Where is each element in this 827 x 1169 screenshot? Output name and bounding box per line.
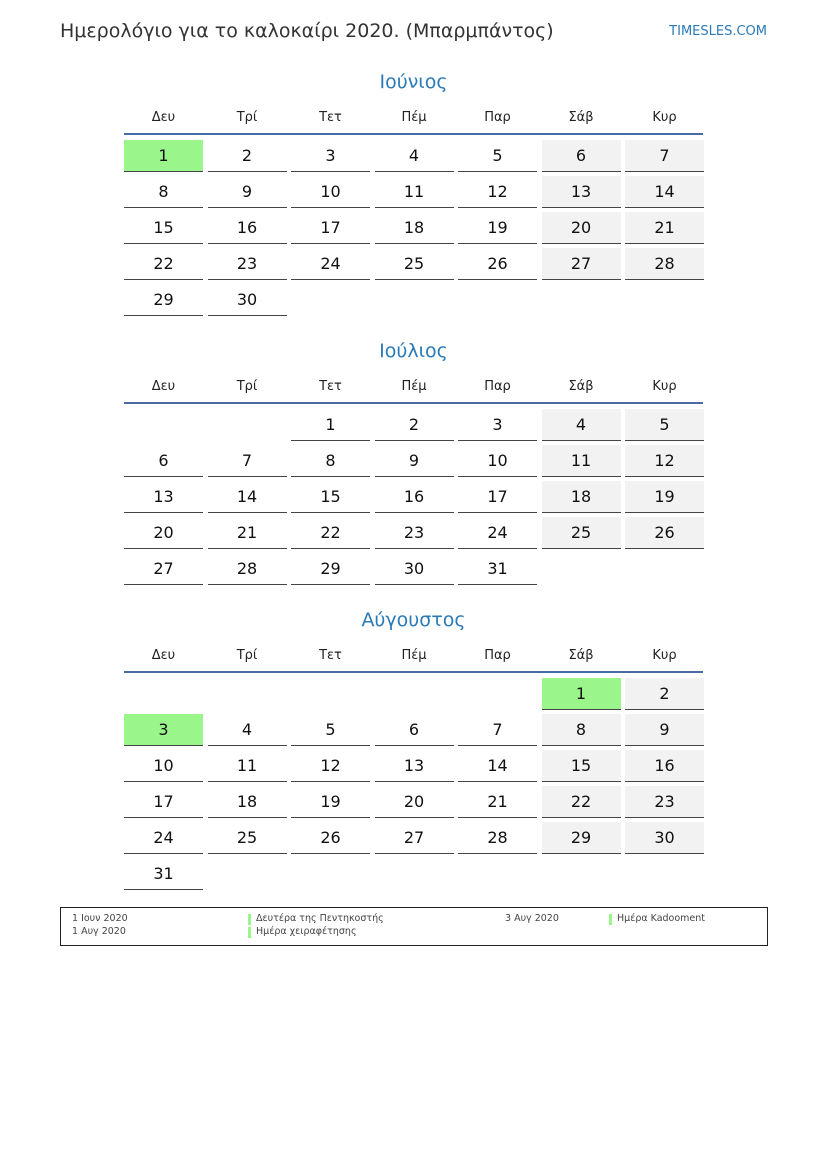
day-cell[interactable]: 2 xyxy=(375,409,454,441)
day-cell[interactable]: 29 xyxy=(542,822,621,854)
weekday-label: Σάβ xyxy=(568,648,594,663)
weekday-label: Πέμ xyxy=(401,110,427,125)
day-cell[interactable]: 13 xyxy=(124,481,203,513)
month-title: Ιούλιος xyxy=(379,340,448,362)
day-cell[interactable]: 17 xyxy=(124,786,203,818)
day-cell[interactable]: 2 xyxy=(208,140,287,172)
weekday-label: Κυρ xyxy=(652,648,677,663)
day-cell[interactable]: 14 xyxy=(625,176,704,208)
day-cell[interactable]: 26 xyxy=(458,248,537,280)
day-cell[interactable]: 18 xyxy=(542,481,621,513)
day-cell[interactable]: 22 xyxy=(542,786,621,818)
legend-date: 1 Ιουν 2020 xyxy=(72,913,128,924)
day-cell[interactable]: 25 xyxy=(542,517,621,549)
day-cell[interactable]: 8 xyxy=(542,714,621,746)
day-cell[interactable]: 23 xyxy=(208,248,287,280)
day-cell[interactable]: 5 xyxy=(625,409,704,441)
weekday-label: Τετ xyxy=(319,110,342,125)
day-cell[interactable]: 9 xyxy=(208,176,287,208)
month-block xyxy=(124,338,703,578)
day-cell[interactable]: 6 xyxy=(542,140,621,172)
day-cell[interactable]: 22 xyxy=(124,248,203,280)
weekday-label: Δευ xyxy=(151,379,176,394)
holiday-marker xyxy=(248,914,251,925)
day-cell[interactable]: 3 xyxy=(291,140,370,172)
day-cell[interactable]: 19 xyxy=(291,786,370,818)
day-cell[interactable]: 9 xyxy=(375,445,454,477)
day-cell[interactable]: 9 xyxy=(625,714,704,746)
day-cell[interactable]: 21 xyxy=(208,517,287,549)
day-cell[interactable]: 5 xyxy=(458,140,537,172)
weekday-label: Τρί xyxy=(236,379,258,394)
day-cell[interactable]: 20 xyxy=(542,212,621,244)
day-cell[interactable]: 4 xyxy=(208,714,287,746)
weekday-label: Τρί xyxy=(236,110,258,125)
month-block xyxy=(124,69,703,309)
day-cell[interactable]: 14 xyxy=(208,481,287,513)
day-cell[interactable]: 17 xyxy=(291,212,370,244)
holiday-day-cell[interactable]: 1 xyxy=(124,140,203,172)
legend-date: 1 Αυγ 2020 xyxy=(72,926,126,937)
day-cell[interactable]: 25 xyxy=(375,248,454,280)
day-cell[interactable]: 8 xyxy=(124,176,203,208)
day-cell[interactable]: 28 xyxy=(458,822,537,854)
site-link[interactable]: TIMESLES.COM xyxy=(669,24,767,39)
weekday-label: Σάβ xyxy=(568,379,594,394)
day-cell[interactable]: 30 xyxy=(208,284,287,316)
day-cell[interactable]: 7 xyxy=(458,714,537,746)
weekday-label: Τετ xyxy=(319,648,342,663)
day-cell[interactable]: 29 xyxy=(124,284,203,316)
day-cell[interactable]: 21 xyxy=(458,786,537,818)
legend-holiday-name: Ημέρα χειραφέτησης xyxy=(256,926,357,937)
month-title: Αύγουστος xyxy=(361,609,466,631)
day-cell[interactable]: 8 xyxy=(291,445,370,477)
day-cell[interactable]: 23 xyxy=(625,786,704,818)
day-cell[interactable]: 31 xyxy=(458,553,537,585)
day-cell[interactable]: 24 xyxy=(458,517,537,549)
day-cell[interactable]: 6 xyxy=(375,714,454,746)
month-title: Ιούνιος xyxy=(379,71,448,93)
page-title: Ημερολόγιο για το καλοκαίρι 2020. (Μπαρμπάντος) xyxy=(60,20,554,42)
day-cell[interactable]: 25 xyxy=(208,822,287,854)
day-cell[interactable]: 16 xyxy=(375,481,454,513)
day-cell[interactable]: 31 xyxy=(124,858,203,890)
day-cell[interactable]: 18 xyxy=(375,212,454,244)
day-cell[interactable]: 22 xyxy=(291,517,370,549)
day-cell[interactable]: 24 xyxy=(124,822,203,854)
day-cell[interactable]: 23 xyxy=(375,517,454,549)
day-cell[interactable]: 4 xyxy=(542,409,621,441)
weekday-label: Παρ xyxy=(484,379,511,394)
day-cell[interactable]: 11 xyxy=(542,445,621,477)
day-cell[interactable]: 10 xyxy=(124,750,203,782)
day-cell[interactable]: 4 xyxy=(375,140,454,172)
weekday-label: Πέμ xyxy=(401,379,427,394)
day-cell[interactable]: 12 xyxy=(291,750,370,782)
day-cell[interactable]: 20 xyxy=(124,517,203,549)
day-cell[interactable]: 11 xyxy=(375,176,454,208)
weekday-label: Κυρ xyxy=(652,110,677,125)
day-cell[interactable]: 15 xyxy=(291,481,370,513)
day-cell[interactable]: 27 xyxy=(124,553,203,585)
day-cell[interactable]: 29 xyxy=(291,553,370,585)
day-cell[interactable]: 28 xyxy=(625,248,704,280)
day-cell[interactable]: 17 xyxy=(458,481,537,513)
day-cell[interactable]: 12 xyxy=(625,445,704,477)
day-cell[interactable]: 5 xyxy=(291,714,370,746)
month-block xyxy=(124,607,703,883)
day-cell[interactable]: 26 xyxy=(625,517,704,549)
holiday-day-cell[interactable]: 1 xyxy=(542,678,621,710)
legend-date: 3 Αυγ 2020 xyxy=(505,913,559,924)
day-cell[interactable]: 19 xyxy=(625,481,704,513)
day-cell[interactable]: 26 xyxy=(291,822,370,854)
day-cell[interactable]: 30 xyxy=(625,822,704,854)
holiday-day-cell[interactable]: 3 xyxy=(124,714,203,746)
weekday-label: Σάβ xyxy=(568,110,594,125)
holiday-marker xyxy=(609,914,612,925)
day-cell[interactable]: 27 xyxy=(375,822,454,854)
day-cell[interactable]: 1 xyxy=(291,409,370,441)
day-cell[interactable]: 7 xyxy=(625,140,704,172)
day-cell[interactable]: 13 xyxy=(542,176,621,208)
weekday-label: Δευ xyxy=(151,110,176,125)
day-cell[interactable]: 15 xyxy=(124,212,203,244)
day-cell[interactable]: 11 xyxy=(208,750,287,782)
holiday-marker xyxy=(248,927,251,938)
day-cell[interactable]: 16 xyxy=(625,750,704,782)
day-cell[interactable]: 2 xyxy=(625,678,704,710)
day-cell[interactable]: 21 xyxy=(625,212,704,244)
legend-holiday-name: Ημέρα Kadooment xyxy=(617,913,706,924)
day-cell[interactable]: 27 xyxy=(542,248,621,280)
day-cell[interactable]: 10 xyxy=(458,445,537,477)
weekday-header xyxy=(124,364,703,404)
day-cell[interactable]: 3 xyxy=(458,409,537,441)
weekday-header xyxy=(124,95,703,135)
weekday-label: Πέμ xyxy=(401,648,427,663)
weekday-label: Δευ xyxy=(151,648,176,663)
day-cell[interactable]: 15 xyxy=(542,750,621,782)
day-cell[interactable]: 6 xyxy=(124,445,203,477)
day-cell[interactable]: 19 xyxy=(458,212,537,244)
weekday-label: Παρ xyxy=(484,110,511,125)
day-cell[interactable]: 14 xyxy=(458,750,537,782)
day-cell[interactable]: 24 xyxy=(291,248,370,280)
holiday-legend xyxy=(60,907,768,946)
weekday-label: Κυρ xyxy=(652,379,677,394)
day-cell[interactable]: 28 xyxy=(208,553,287,585)
legend-holiday-name: Δευτέρα της Πεντηκοστής xyxy=(256,913,384,924)
day-cell[interactable]: 10 xyxy=(291,176,370,208)
weekday-label: Τρί xyxy=(236,648,258,663)
day-cell[interactable]: 16 xyxy=(208,212,287,244)
day-cell[interactable]: 20 xyxy=(375,786,454,818)
weekday-header xyxy=(124,633,703,673)
day-cell[interactable]: 7 xyxy=(208,445,287,477)
day-cell[interactable]: 13 xyxy=(375,750,454,782)
weekday-label: Παρ xyxy=(484,648,511,663)
day-cell[interactable]: 12 xyxy=(458,176,537,208)
weekday-label: Τετ xyxy=(319,379,342,394)
day-cell[interactable]: 18 xyxy=(208,786,287,818)
day-cell[interactable]: 30 xyxy=(375,553,454,585)
